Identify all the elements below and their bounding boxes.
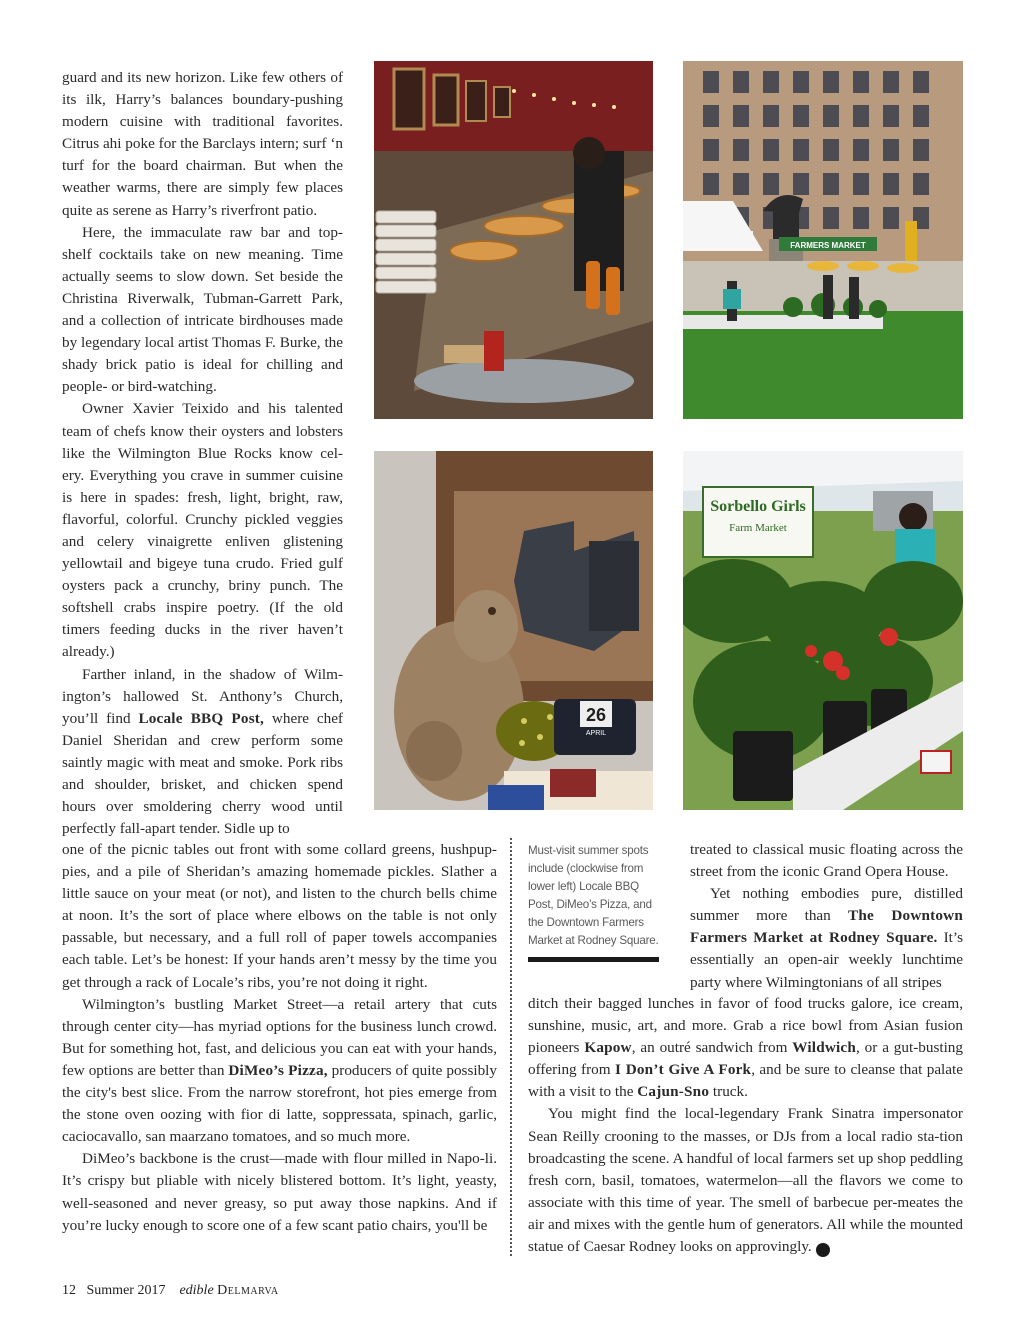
issue-label: Summer 2017 [86,1283,166,1298]
cajun-sno-name: Cajun-Sno [637,1083,710,1101]
paragraph-food-trucks: ditch their bagged lunches in favor of food trucks galore, ice cream, sunshine, music, art, and more. Grab a rice bowl from Asian fusion pioneers Kapow, an outré sandwich from Wildwich, or a gut-busting offering from I Don’t Give A Fork, and be sure to cleanse that palate with a visit to the Cajun-Sno truck. [528,995,963,1101]
photo-caption: Must-visit summer spots include (clockwise from lower left) Locale BBQ Post, DiMeo’s Pizza, and the Downtown Farmers Market at Rodney Square. [528,844,659,947]
caption-rule [528,957,659,962]
paragraph-harrys-intro: guard and its new horizon. Like few others of its ilk, Harry’s balances boundary-pushing modern cuisine with traditional favorites. Citrus ahi poke for the Barclays intern; surf ‘n turf for the board chairman. But when the weather warms, there are simply few places quite as serene as Harry’s riverfront patio. [62,69,343,219]
paragraph-raw-bar: Here, the immaculate raw bar and top-shelf cocktails take on new meaning. Time actually seems to slow down. Set beside the Christina Riverwalk, Tubman-Garrett Park, and a collection of intricate birdhouses made by legendary local artist Thomas F. Burke, the shady brick patio is ideal for chilling and people- or bird-watching. [62,223,343,396]
page-number: 12 [62,1283,76,1298]
paragraph-dimeos-crust: DiMeo’s backbone is the crust—made with flour milled in Napo-li. It’s crispy but pliable with nicely blistered bottom. It’s light, yeasty, well-seasoned and never greasy, so put away those napkins. And if you’re lucky enough to score one of a few scant patio chairs, you'll be [62,1150,497,1234]
left-column-upper [62,67,343,840]
end-mark-icon: e [816,1243,830,1257]
kapow-name: Kapow [584,1039,632,1057]
wildwich-name: Wildwich [792,1039,857,1057]
paragraph-opera-house: treated to classical music floating across the street from the iconic Grand Opera House. [690,841,963,881]
calendar-day: 26 [585,705,607,725]
dimeos-name: DiMeo’s Pizza, [228,1061,328,1079]
paragraph-farmers-market: Yet nothing embodies pure, distilled summer more than The Downtown Farmers Market at Rodney Square. It’s essentially an open-air weekly lunchtime party where Wilmingtonians of all stripes [690,885,963,991]
calendar-month: APRIL [585,730,607,737]
photo-farm-stand [683,451,963,810]
paragraph-sinatra: You might find the local-legendary Frank Sinatra impersonator Sean Reilly crooning to the masses, or DJs from a local radio sta-tion broadcasting the scene. A handful of local farmers set up shop peddling fresh corn, basil, tomatoes, watermelon—all the flavors we come to associate with this time of year. The smell of barbecue per-meates the air and mixes with the gentle hum of generators. All while the mounted statue of Caesar Rodney looks on approvingly. e [528,1105,963,1257]
page-footer [62,1283,462,1299]
right-column-upper [690,839,963,994]
paragraph-locale-bbq: Farther inland, in the shadow of Wilm-ington’s hallowed St. Anthony’s Church, you’ll find Locale BBQ Post, where chef Daniel Sheridan and crew perform some saintly magic with meat and smoke. Pork ribs and shoulder, brisket, and chicken spend hours over smoldering cherry wood until perfectly fall-apart tender. Sidle up to [62,665,343,838]
farm-sign-line2: Farm Market [729,522,787,534]
photo-dimeos-pizza [374,61,653,419]
fork-truck-name: I Don’t Give A Fork [615,1061,752,1079]
photo-rodney-square-market [683,61,963,419]
locale-bbq-name: Locale BBQ Post, [138,709,265,727]
photo-locale-bbq [374,451,653,810]
market-banner-text: FARMERS MARKET [790,241,866,250]
paragraph-market-street: Wilmington’s bustling Market Street—a retail artery that cuts through center city—has myriad options for the business lunch crowd. But for something hot, fast, and delicious you can eat with your hands, few options are better than DiMeo’s Pizza, producers of quite possibly the city's best slice. From the narrow storefront, hot pies emerge from the stone oven oozing with fior di latte, soppressata, spinach, garlic, caciocavallo, san maarzano tomatoes, and so much more. [62,995,497,1146]
paragraph-locale-continued: one of the picnic tables out front with some collard greens, hushpup-pies, and a pile of Sheridan’s amazing homemade pickles. Slather a little sauce on your meat (or not), and listen to the church bells chime at noon. It’s the sort of place where elbows on the table is not only passable, but necessary, and a full roll of paper towels accompanies each table. Let’s be honest: If your hands aren’t messy by the time you get through a rack of Locale’s ribs, you’re not doing it right. [62,841,497,991]
column-divider [510,838,512,1256]
brand-edible: edible [179,1283,214,1298]
right-column-lower [528,993,963,1258]
farm-sign-line1: Sorbello Girls [710,498,806,515]
brand-delmarva: Delmarva [217,1283,279,1298]
farmers-market-name: The Downtown Farmers Market at Rodney Square. [690,907,963,947]
left-column-lower [62,839,497,1237]
paragraph-owner: Owner Xavier Teixido and his talented team of chefs know their oysters and lobsters like the Wilmington Blue Rocks know cel-ery. Everything you crave in summer cuisine is here in spades: fresh, light, bright, raw, flavorful, colorful. Crunchy pickled veggies and celery vinaigrette enliven glistening yellowtail and bigeye tuna crudo. Fried gulf oysters pack a crunchy, briny punch. The softshell crabs inspire poetry. (If the old timers feeding ducks in the river haven’t already.) [62,400,343,661]
